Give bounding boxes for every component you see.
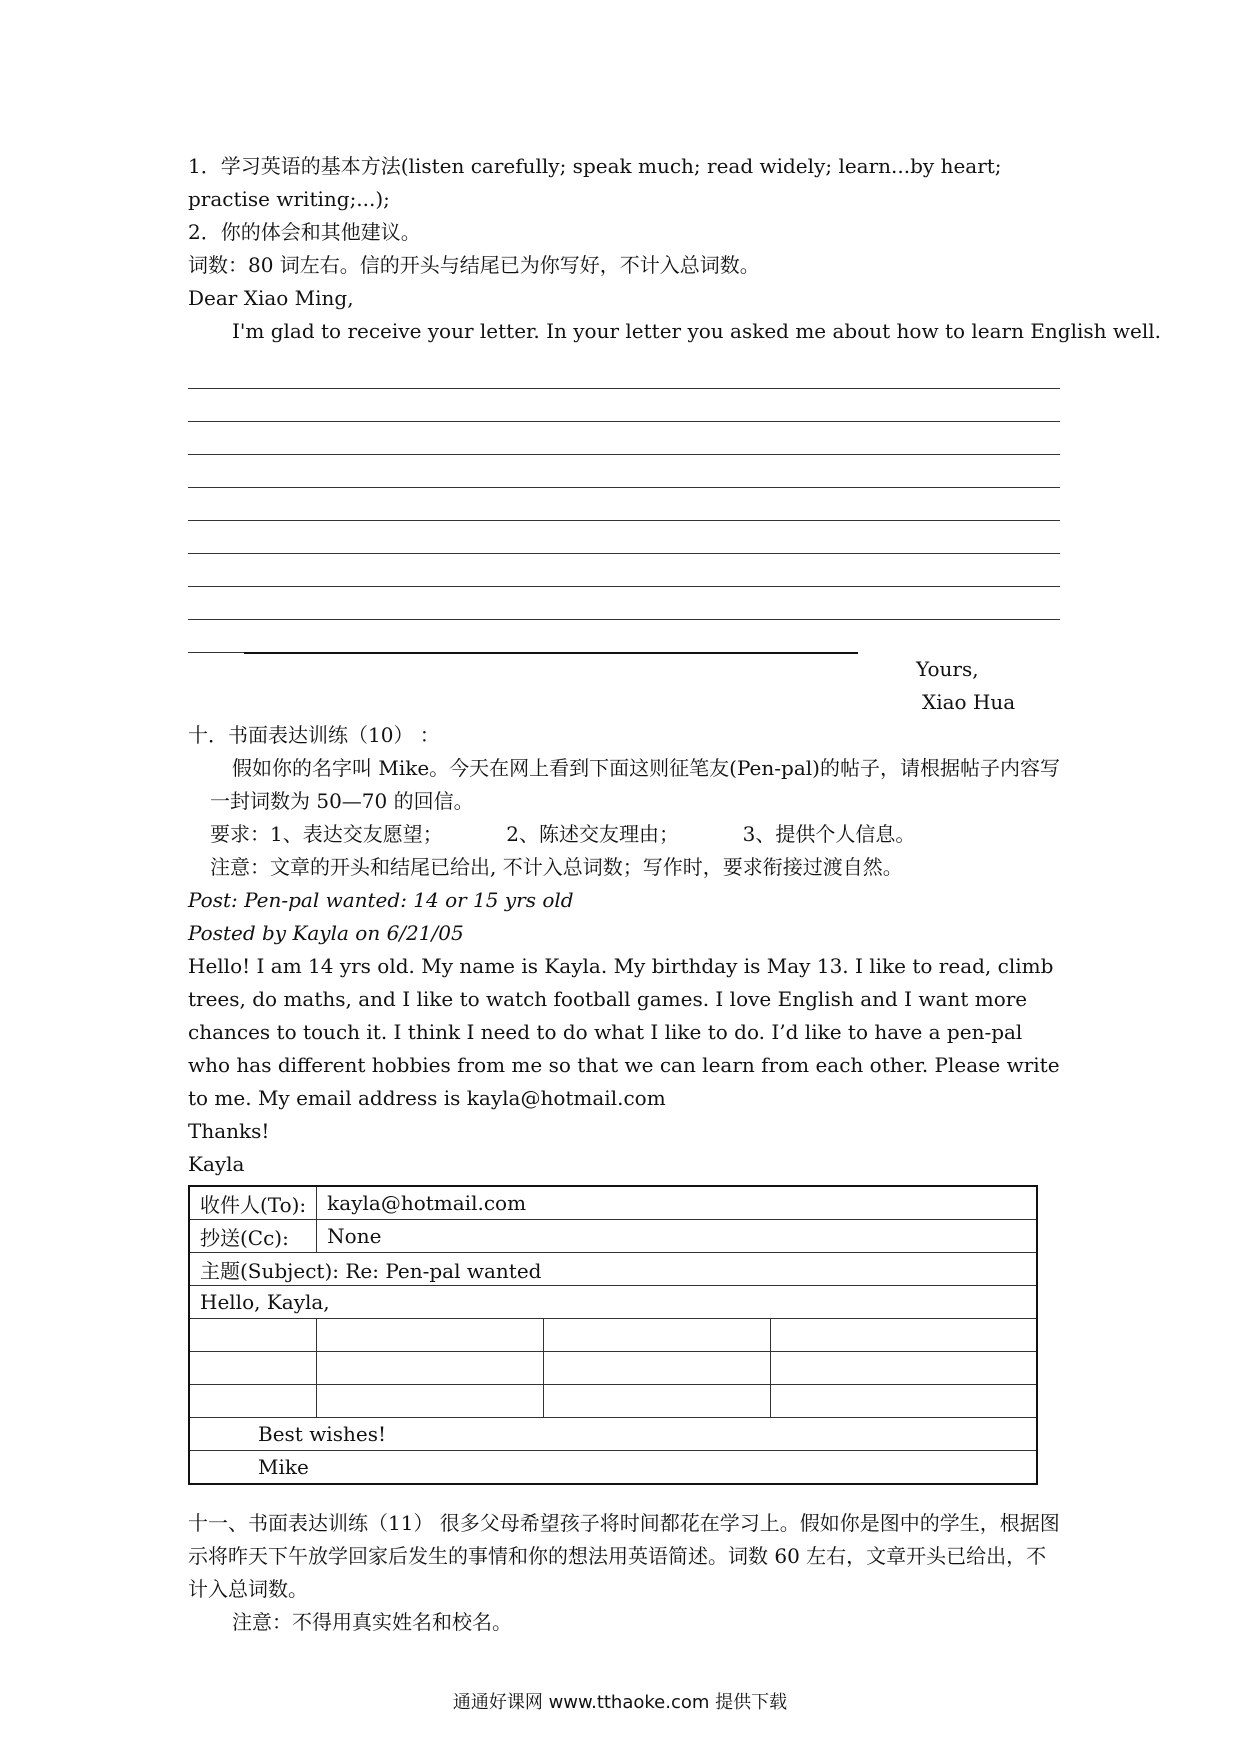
email-to-label: 收件人(To):: [189, 1186, 317, 1220]
letter-greeting: Dear Xiao Ming,: [188, 286, 354, 310]
word-count-note: 词数：80 词左右。信的开头与结尾已为你写好，不计入总词数。: [188, 253, 760, 277]
email-reply-form: [188, 1185, 1038, 1485]
post-thanks: Thanks!: [188, 1119, 270, 1143]
writing-line-last[interactable]: [188, 620, 244, 653]
email-sign: Mike: [189, 1451, 1037, 1485]
letter-closing: Yours,: [916, 657, 979, 681]
letter-signature: Xiao Hua: [922, 690, 1016, 714]
letter-opening: I'm glad to receive your letter. In your letter you asked me about how to learn English well.: [232, 319, 1162, 343]
email-cc-value[interactable]: None: [317, 1220, 1037, 1253]
email-greeting: Hello, Kayla,: [189, 1286, 1037, 1319]
email-cc-label: 抄送(Cc):: [189, 1220, 317, 1253]
writing-line[interactable]: [188, 587, 1060, 620]
worksheet-page: [188, 150, 1162, 1639]
writing-line[interactable]: [188, 422, 1060, 455]
section-11-prompt: 十一、书面表达训练（11） 很多父母希望孩子将时间都花在学习上。假如你是图中的学生，根据图示将昨天下午放学回家后发生的事情和你的想法用英语简述。词数 60 左右，文章开头已给出，不计入总词数。: [188, 1511, 1060, 1601]
email-closing: Best wishes!: [189, 1418, 1037, 1451]
writing-lines[interactable]: [188, 356, 1060, 653]
section-10-requirements: 要求：1、表达交友愿望； 2、陈述交友理由； 3、提供个人信息。: [210, 822, 916, 846]
section-11-note: 注意：不得用真实姓名和校名。: [232, 1610, 512, 1634]
section-10-note: 注意：文章的开头和结尾已给出, 不计入总词数；写作时，要求衔接过渡自然。: [210, 855, 903, 879]
post-author: Posted by Kayla on 6/21/05: [188, 921, 464, 945]
section-10-heading: 十．书面表达训练（10） ：: [188, 723, 440, 747]
post-sign: Kayla: [188, 1152, 245, 1176]
section-10-prompt: 假如你的名字叫 Mike。今天在网上看到下面这则征笔友(Pen-pal)的帖子，请根据帖子内容写一封词数为 50—70 的回信。: [210, 756, 1060, 813]
email-subject[interactable]: 主题(Subject): Re: Pen-pal wanted: [189, 1253, 1037, 1286]
writing-line[interactable]: [188, 389, 1060, 422]
letter-signoff: [188, 653, 1060, 719]
email-body-line[interactable]: [189, 1385, 1037, 1418]
post-body: Hello! I am 14 yrs old. My name is Kayla. My birthday is May 13. I like to read, climb trees, do maths, and I like to watch football games. I love English and I want more chances to touch it. I think I need to do what I like to do. I’d like to have a pen-pal who has different hobbies from me so that we can learn from each other. Please write to me. My email address is kayla@hotmail.com: [188, 954, 1060, 1110]
writing-line[interactable]: [188, 356, 1060, 389]
task-item-2: 2．你的体会和其他建议。: [188, 220, 421, 244]
writing-line[interactable]: [188, 488, 1060, 521]
email-body-line[interactable]: [189, 1319, 1037, 1352]
task-item-1: 1．学习英语的基本方法(listen carefully; speak much; read widely; learn...by heart; practise writing;...);: [188, 154, 1002, 211]
writing-line[interactable]: [188, 455, 1060, 488]
writing-line[interactable]: [188, 521, 1060, 554]
post-title: Post: Pen-pal wanted: 14 or 15 yrs old: [188, 888, 574, 912]
email-to-value[interactable]: kayla@hotmail.com: [317, 1186, 1037, 1220]
page-footer: 通通好课网 www.tthaoke.com 提供下载: [452, 1692, 788, 1713]
writing-line[interactable]: [188, 554, 1060, 587]
email-body-line[interactable]: [189, 1352, 1037, 1385]
